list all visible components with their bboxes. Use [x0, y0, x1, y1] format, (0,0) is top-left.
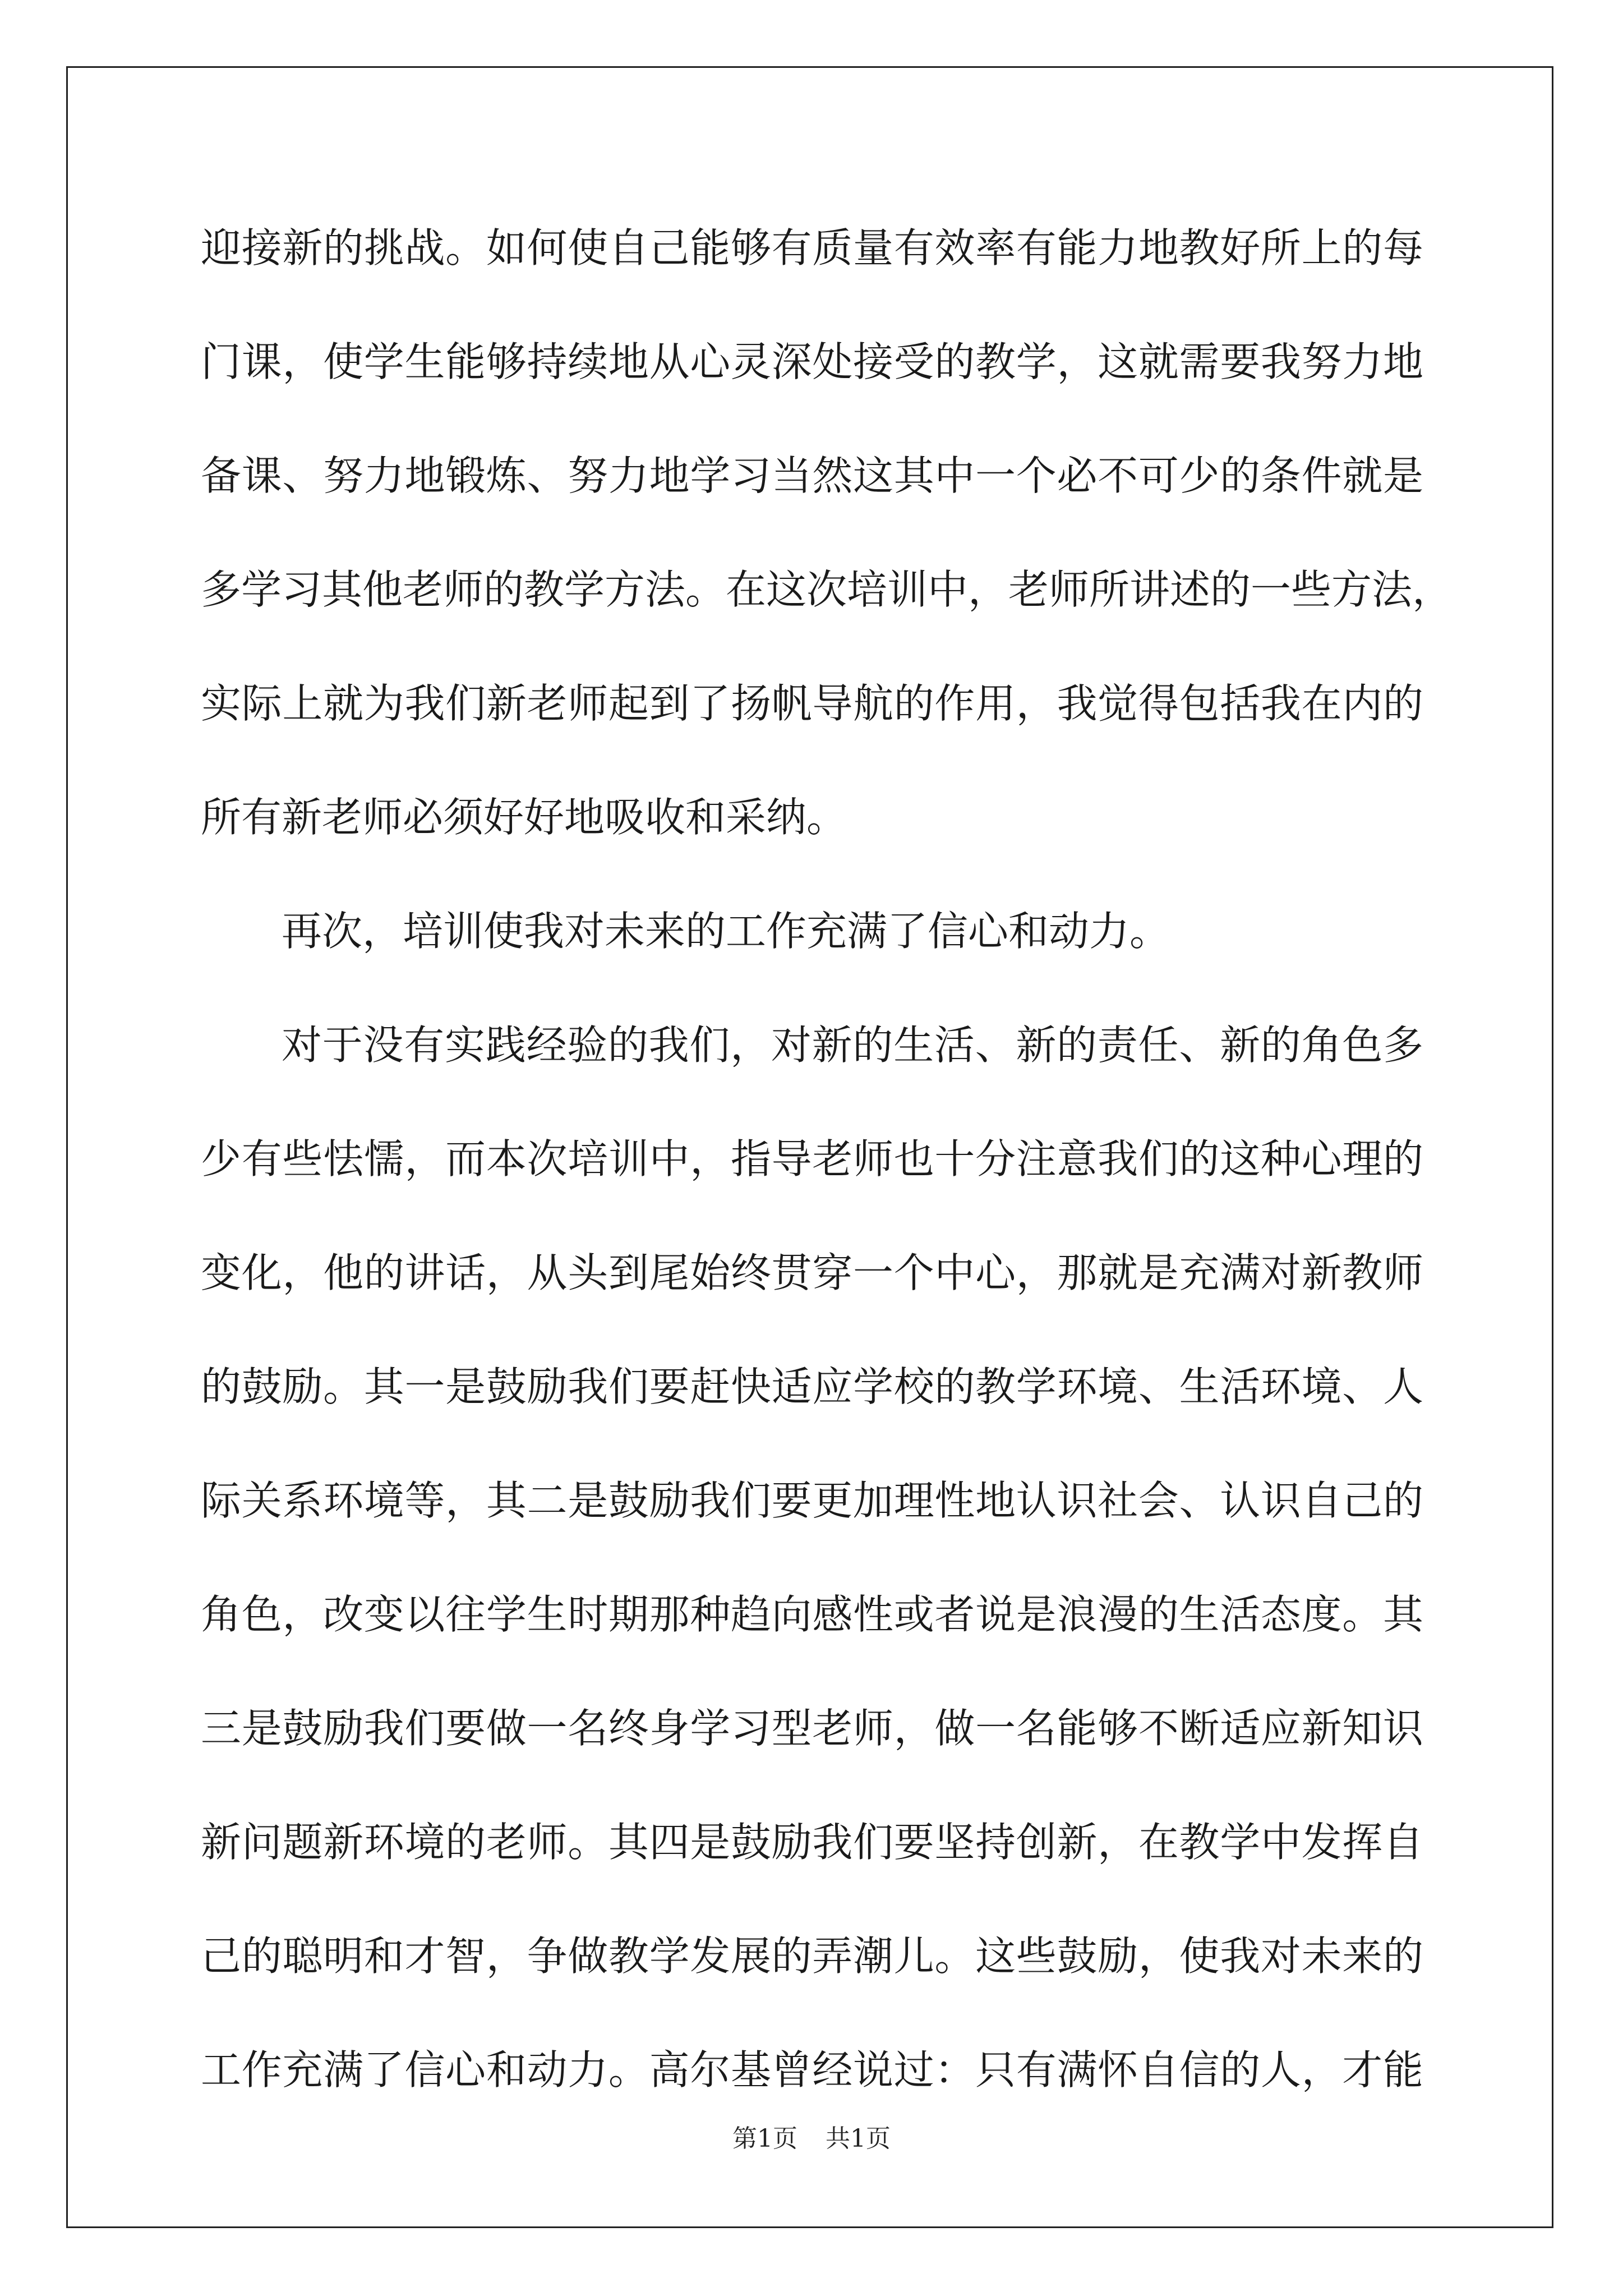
text-line: 对于没有实践经验的我们，对新的生活、新的责任、新的角色多: [282, 1022, 1423, 1069]
page-number: 第1页: [732, 2124, 797, 2153]
text-line: 变化，他的讲话，从头到尾始终贯穿一个中心，那就是充满对新教师: [201, 1249, 1423, 1296]
text-line: 的鼓励。其一是鼓励我们要赶快适应学校的教学环境、生活环境、人: [201, 1363, 1423, 1410]
text-line: 少有些怯懦，而本次培训中，指导老师也十分注意我们的这种心理的: [201, 1135, 1423, 1182]
text-line: 所有新老师必须好好地吸收和采纳。: [201, 794, 847, 841]
text-line: 门课，使学生能够持续地从心灵深处接受的教学，这就需要我努力地: [201, 338, 1423, 385]
text-line: 再次，培训使我对未来的工作充满了信心和动力。: [282, 908, 1170, 955]
text-line: 备课、努力地锻炼、努力地学习当然这其中一个必不可少的条件就是: [201, 452, 1423, 499]
text-line: 迎接新的挑战。如何使自己能够有质量有效率有能力地教好所上的每: [201, 224, 1423, 272]
text-line: 角色，改变以往学生时期那种趋向感性或者说是浪漫的生活态度。其: [201, 1591, 1423, 1638]
text-line: 新问题新环境的老师。其四是鼓励我们要坚持创新，在教学中发挥自: [201, 1819, 1423, 1866]
document-body: [201, 214, 1453, 2150]
text-line: 工作充满了信心和动力。高尔基曾经说过：只有满怀自信的人，才能: [201, 2046, 1423, 2093]
text-line: 己的聪明和才智，争做教学发展的弄潮儿。这些鼓励，使我对未来的: [201, 1932, 1423, 1980]
page-footer: [0, 2122, 1623, 2156]
text-line: 多学习其他老师的教学方法。在这次培训中，老师所讲述的一些方法，: [201, 566, 1453, 613]
text-line: 三是鼓励我们要做一名终身学习型老师，做一名能够不断适应新知识: [201, 1705, 1423, 1752]
text-line: 实际上就为我们新老师起到了扬帆导航的作用，我觉得包括我在内的: [201, 680, 1423, 727]
text-line: 际关系环境等，其二是鼓励我们要更加理性地认识社会、认识自己的: [201, 1477, 1423, 1524]
page-total: 共1页: [826, 2124, 891, 2153]
